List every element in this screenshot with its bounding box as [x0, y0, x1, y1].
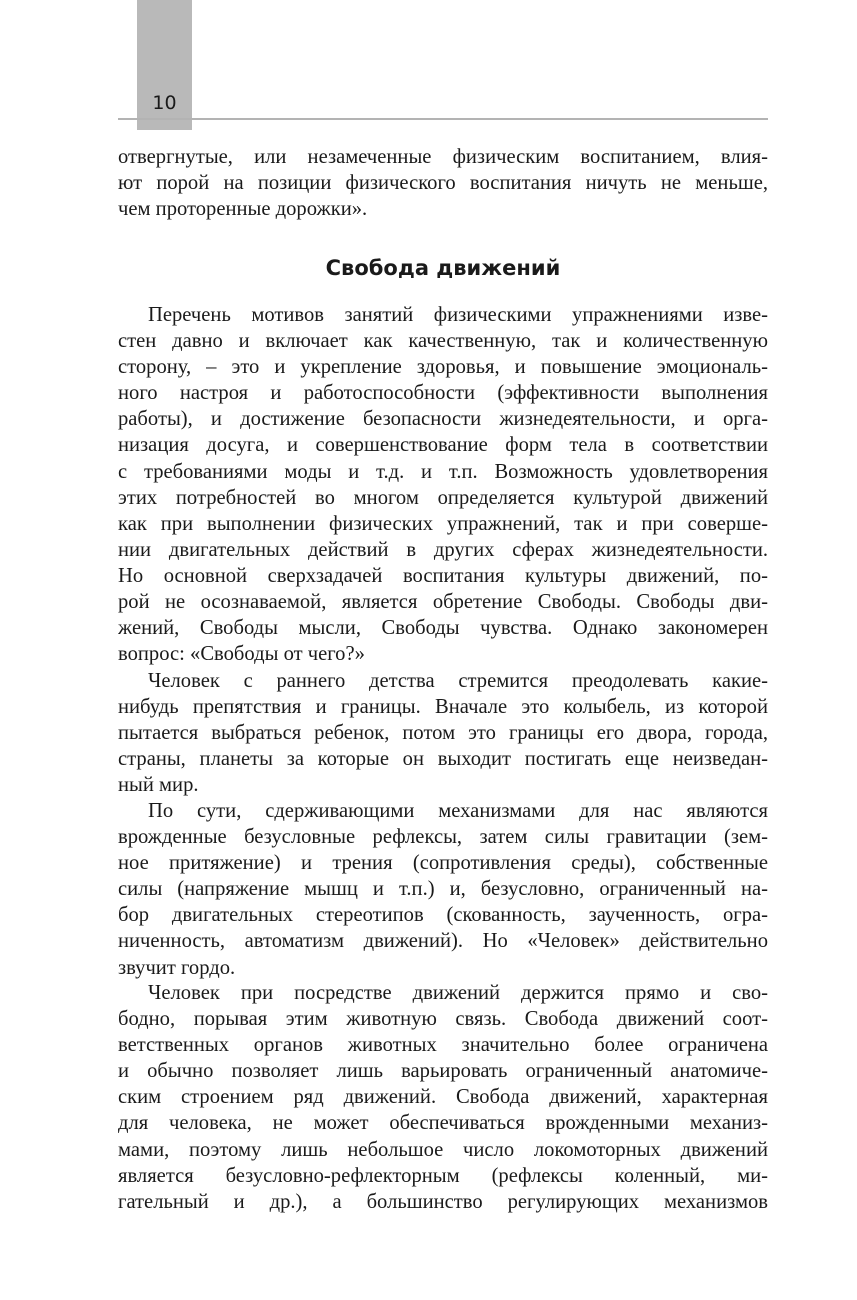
text-line: Человек при посредстве движений держится прямо и сво- — [148, 982, 768, 1004]
text-line: работы), и достижение безопасности жизнедеятельности, и орга- — [118, 408, 768, 431]
text-line: является безусловно-рефлекторным (рефлексы коленный, ми- — [118, 1164, 768, 1187]
text-line: бор двигательных стереотипов (скованность, заученность, огра- — [118, 904, 768, 927]
page-number: 10 — [152, 92, 177, 114]
section-heading: Свобода движений — [325, 256, 561, 280]
text-line: ским строением ряд движений. Свобода движений, характерная — [118, 1086, 768, 1109]
text-line: страны, планеты за которые он выходит постигать еще неизведан- — [118, 748, 768, 771]
text-line: пытается выбраться ребенок, потом это границы его двора, города, — [118, 722, 768, 745]
text-line: ют порой на позиции физического воспитания ничуть не меньше, — [118, 172, 768, 195]
text-line: звучит гордо. — [118, 956, 236, 979]
text-line: ветственных органов животных значительно более ограничена — [118, 1034, 768, 1057]
text-line: низация досуга, и совершенствование форм тела в соответствии — [118, 434, 768, 457]
text-line: стен давно и включает как качественную, так и количественную — [118, 330, 768, 353]
text-line: жений, Свободы мысли, Свободы чувства. Однако закономерен — [118, 617, 768, 640]
text-line: Перечень мотивов занятий физическими упражнениями изве- — [148, 304, 768, 326]
intro-paragraph — [118, 144, 768, 222]
text-line: нии двигательных действий в других сферах жизнедеятельности. — [118, 538, 768, 561]
text-line: ниченность, автоматизм движений). Но «Человек» действительно — [118, 930, 768, 953]
header-rule — [118, 118, 768, 120]
text-line: Человек с раннего детства стремится преодолевать какие- — [148, 670, 768, 692]
text-line: По сути, сдерживающими механизмами для нас являются — [148, 800, 768, 822]
text-line: этих потребностей во многом определяется культурой движений — [118, 486, 768, 509]
text-line: ный мир. — [118, 774, 199, 797]
text-line: гательный и др.), а большинство регулирующих механизмов — [118, 1190, 768, 1213]
text-line: Но основной сверхзадачей воспитания культуры движений, по- — [118, 564, 768, 587]
text-line: рой не осознаваемой, является обретение Свободы. Свободы дви- — [118, 591, 768, 614]
text-line: чем проторенные дорожки». — [118, 198, 368, 221]
text-line: мами, поэтому лишь небольшое число локомоторных движений — [118, 1138, 768, 1161]
text-line: ного настроя и работоспособности (эффективности выполнения — [118, 382, 768, 405]
text-line: отвергнутые, или незамеченные физическим воспитанием, влия- — [118, 146, 768, 168]
text-line: и обычно позволяет лишь варьировать ограниченный анатомиче- — [118, 1060, 768, 1083]
text-line: с требованиями моды и т.д. и т.п. Возможность удовлетворения — [118, 460, 768, 483]
paragraph-2 — [118, 668, 768, 798]
text-line: силы (напряжение мышц и т.п.) и, безусловно, ограниченный на- — [118, 878, 768, 901]
paragraph-4 — [118, 980, 768, 1215]
text-line: сторону, – это и укрепление здоровья, и повышение эмоциональ- — [118, 356, 768, 379]
text-line: нибудь препятствия и границы. Вначале это колыбель, из которой — [118, 696, 768, 719]
text-line: бодно, порывая этим животную связь. Свобода движений соот- — [118, 1008, 768, 1031]
text-line: вопрос: «Свободы от чего?» — [118, 643, 365, 666]
paragraph-3 — [118, 798, 768, 981]
text-line: как при выполнении физических упражнений, так и при соверше- — [118, 512, 768, 535]
text-line: врожденные безусловные рефлексы, затем силы гравитации (зем- — [118, 826, 768, 849]
text-line: ное притяжение) и трения (сопротивления среды), собственные — [118, 852, 768, 875]
paragraph-1 — [118, 302, 768, 667]
text-line: для человека, не может обеспечиваться врожденными механиз- — [118, 1112, 768, 1135]
